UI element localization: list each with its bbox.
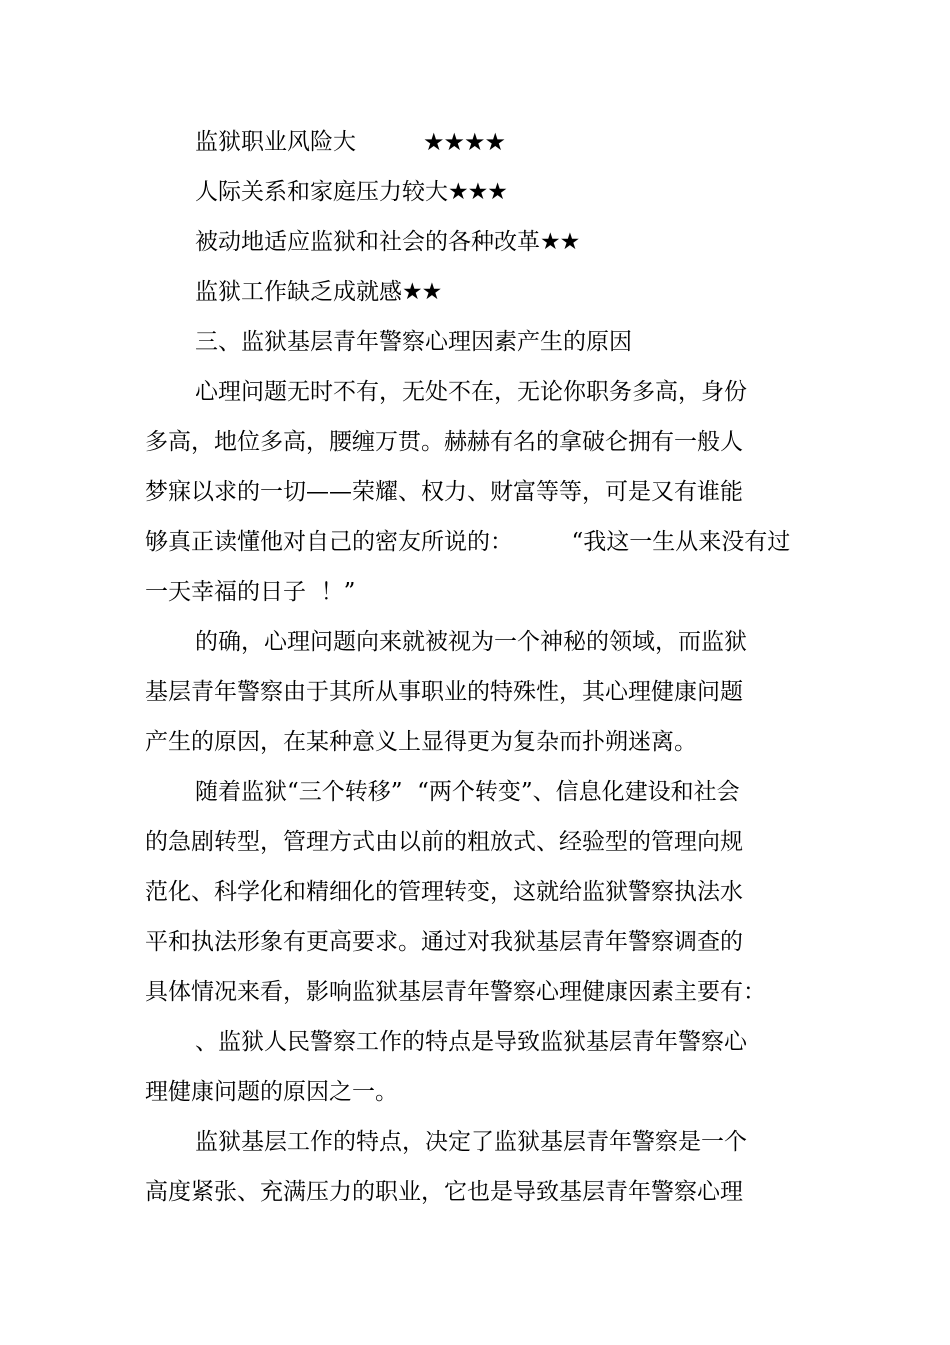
paragraph-line: 够真正读懂他对自己的密友所说的： “我这一生从来没有过 — [145, 529, 791, 555]
paragraph-line: 梦寐以求的一切——荣耀、权力、财富等等，可是又有谁能 — [145, 479, 743, 505]
rating-label-reform-adaptation: 被动地适应监狱和社会的各种改革 — [195, 229, 540, 255]
paragraph-line: 理健康问题的原因之一。 — [145, 1079, 398, 1105]
rating-item-relationship-pressure — [195, 177, 507, 207]
paragraph-line: 随着监狱“三个转移” “两个转变”、信息化建设和社会 — [195, 779, 740, 805]
rating-item-achievement — [195, 277, 441, 307]
rating-stars-relationship-pressure: ★★★ — [448, 179, 507, 205]
paragraph-line: 的确，心理问题向来就被视为一个神秘的领域，而监狱 — [195, 629, 747, 655]
paragraph-line: 、监狱人民警察工作的特点是导致监狱基层青年警察心 — [195, 1029, 747, 1055]
rating-label-relationship-pressure: 人际关系和家庭压力较大 — [195, 179, 448, 205]
paragraph-line: 平和执法形象有更高要求。通过对我狱基层青年警察调查的 — [145, 929, 743, 955]
paragraph-line: 监狱基层工作的特点，决定了监狱基层青年警察是一个 — [195, 1129, 747, 1155]
rating-stars-reform-adaptation: ★★ — [540, 229, 580, 255]
paragraph-line: 的急剧转型，管理方式由以前的粗放式、经验型的管理向规 — [145, 829, 743, 855]
rating-stars-achievement: ★★ — [402, 279, 442, 305]
rating-label-career-risk: 监狱职业风险大 — [195, 129, 356, 155]
section-heading: 三、监狱基层青年警察心理因素产生的原因 — [195, 329, 632, 355]
paragraph-line: 心理问题无时不有，无处不在，无论你职务多高，身份 — [195, 379, 747, 405]
paragraph-line: 一天幸福的日子 ！” — [145, 579, 356, 605]
paragraph-line: 基层青年警察由于其所从事职业的特殊性，其心理健康问题 — [145, 679, 743, 705]
rating-stars-career-risk: ★★★★ — [423, 128, 506, 156]
paragraph-line: 产生的原因，在某种意义上显得更为复杂而扑朔迷离。 — [145, 729, 697, 755]
paragraph-line: 高度紧张、充满压力的职业，它也是导致基层青年警察心理 — [145, 1179, 743, 1205]
rating-label-achievement: 监狱工作缺乏成就感 — [195, 279, 402, 305]
paragraph-line: 范化、科学化和精细化的管理转变，这就给监狱警察执法水 — [145, 879, 743, 905]
paragraph-line: 具体情况来看，影响监狱基层青年警察心理健康因素主要有： — [145, 979, 766, 1005]
rating-item-reform-adaptation — [195, 227, 579, 257]
paragraph-line: 多高，地位多高，腰缠万贯。赫赫有名的拿破仑拥有一般人 — [145, 429, 743, 455]
